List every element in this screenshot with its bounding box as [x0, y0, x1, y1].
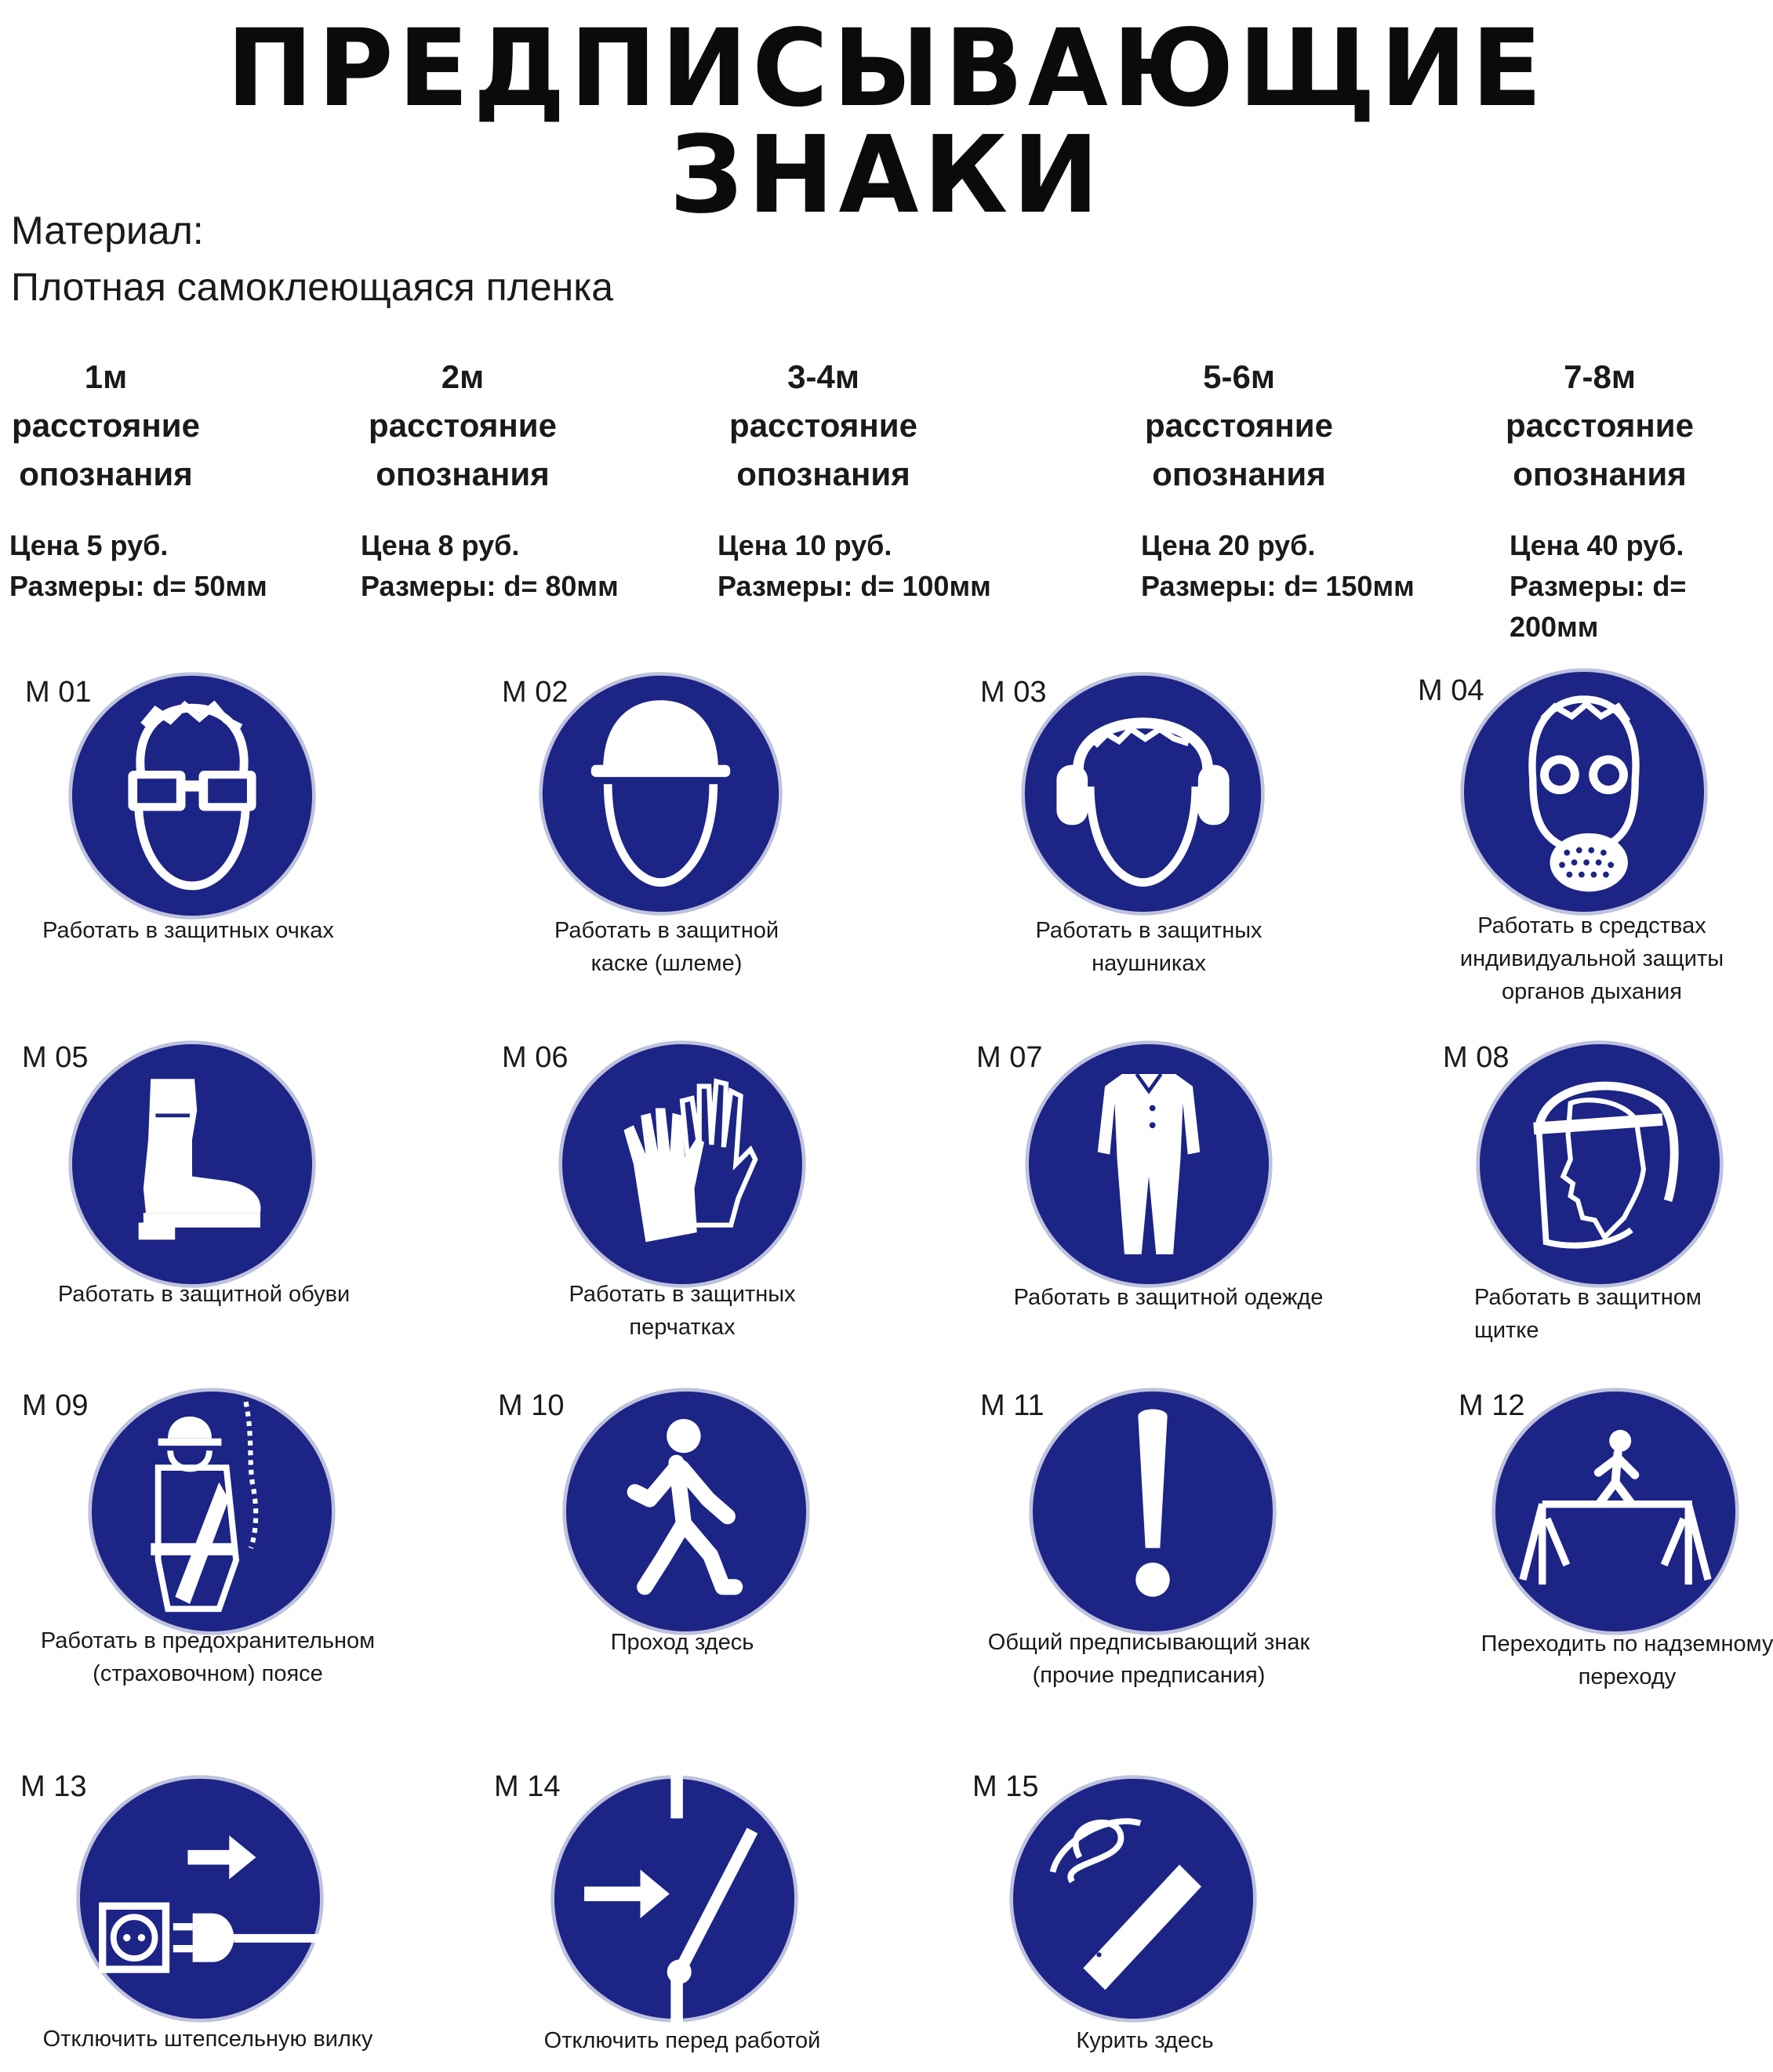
dimensions-text: Размеры: d= 80мм — [361, 570, 619, 602]
sign-code: M 01 — [25, 676, 92, 709]
switch-off-icon — [549, 1773, 800, 2024]
sign-code: M 12 — [1459, 1389, 1525, 1422]
size-price-1 — [9, 525, 267, 607]
earmuffs-icon — [1019, 670, 1266, 917]
sign-caption: Курить здесь — [1076, 2028, 1214, 2053]
price-text: Цена 8 руб. — [361, 529, 520, 561]
size-distance-label: расстояние — [1145, 407, 1333, 444]
sign-caption: Работать в средствах индивидуальной защиты органов дыхания — [1459, 913, 1724, 1004]
size-distance-label2: опознания — [376, 455, 550, 492]
sign-code: M 03 — [980, 676, 1047, 709]
sign-code: M 04 — [1418, 674, 1484, 707]
sign-caption: Работать в защитном щитке — [1474, 1285, 1702, 1343]
sign-caption: Работать в защитных очках — [42, 918, 334, 943]
sign-code: M 09 — [22, 1389, 89, 1422]
dimensions-text: Размеры: d= 50мм — [9, 570, 267, 602]
sign-code: M 07 — [976, 1041, 1043, 1074]
size-distance-label: расстояние — [1506, 407, 1694, 444]
dimensions-text: Размеры: d= 200мм — [1510, 570, 1687, 643]
price-text: Цена 20 руб. — [1141, 529, 1316, 561]
size-distance: 7-8м — [1564, 358, 1636, 395]
overalls-icon — [1023, 1039, 1274, 1290]
price-text: Цена 5 руб. — [9, 529, 169, 561]
size-distance: 1м — [84, 358, 128, 395]
size-column-1 — [8, 353, 204, 499]
boot-icon — [67, 1039, 318, 1290]
size-column-3 — [725, 353, 921, 499]
sign-caption: Общий предписывающий знак (прочие предписания) — [987, 1630, 1310, 1688]
face-shield-icon — [1474, 1039, 1725, 1290]
sign-code: M 13 — [20, 1770, 87, 1803]
size-distance-label: расстояние — [729, 407, 917, 444]
sign-code: M 06 — [502, 1041, 569, 1074]
size-price-3 — [718, 525, 991, 607]
size-column-5 — [1502, 353, 1698, 499]
size-distance-label2: опознания — [1152, 455, 1326, 492]
size-distance: 3-4м — [787, 358, 859, 395]
sign-caption: Работать в защитных наушниках — [1035, 918, 1263, 976]
material-value: Плотная самоклеющаяся пленка — [11, 265, 614, 309]
size-distance-label2: опознания — [19, 455, 193, 492]
material-block — [11, 202, 613, 315]
sign-caption: Работать в предохранительном (страховочном) поясе — [40, 1628, 376, 1686]
dimensions-text: Размеры: d= 150мм — [1141, 570, 1415, 602]
dimensions-text: Размеры: d= 100мм — [718, 570, 991, 602]
size-distance: 2м — [441, 358, 485, 395]
helmet-icon — [537, 670, 784, 917]
size-distance: 5-6м — [1203, 358, 1275, 395]
goggles-icon — [67, 670, 318, 921]
page-title: ПРЕДПИСЫВАЮЩИЕ ЗНАКИ — [226, 7, 1547, 238]
sign-code: M 10 — [498, 1389, 565, 1422]
sign-code: M 15 — [972, 1770, 1039, 1803]
cigarette-icon — [1008, 1773, 1259, 2024]
sign-caption: Переходить по надземному переходу — [1481, 1631, 1773, 1689]
sign-code: M 14 — [494, 1770, 561, 1803]
size-column-4 — [1141, 353, 1337, 499]
sign-code: M 08 — [1443, 1041, 1510, 1074]
pedestrian-icon — [561, 1386, 812, 1637]
size-column-2 — [365, 353, 561, 499]
size-distance-label2: опознания — [1513, 455, 1687, 492]
unplug-icon — [74, 1773, 325, 2024]
price-text: Цена 10 руб. — [718, 529, 892, 561]
size-price-2 — [361, 525, 619, 607]
sign-code: M 05 — [22, 1041, 89, 1074]
sign-code: M 11 — [980, 1389, 1045, 1422]
sign-caption: Отключить перед работой — [543, 2028, 821, 2053]
exclamation-icon — [1027, 1386, 1278, 1637]
size-distance-label: расстояние — [12, 407, 200, 444]
size-price-4 — [1141, 525, 1415, 607]
sign-caption: Работать в защитной одежде — [1013, 1285, 1324, 1310]
sign-caption: Работать в защитной обуви — [57, 1282, 351, 1307]
size-distance-label2: опознания — [736, 455, 910, 492]
sign-caption: Отключить штепсельную вилку — [42, 2027, 373, 2052]
sign-caption: Работать в защитных перчатках — [569, 1282, 796, 1340]
sign-code: M 02 — [502, 676, 569, 709]
size-price-5 — [1510, 525, 1773, 648]
safety-harness-icon — [86, 1386, 337, 1637]
gloves-icon — [557, 1039, 808, 1290]
sign-caption: Работать в защитной каске (шлеме) — [554, 918, 779, 976]
respirator-icon — [1459, 666, 1709, 917]
material-label: Материал: — [11, 209, 204, 252]
size-distance-label: расстояние — [369, 407, 557, 444]
price-text: Цена 40 руб. — [1510, 529, 1684, 561]
sign-caption: Проход здесь — [610, 1630, 754, 1655]
overpass-icon — [1490, 1386, 1741, 1637]
